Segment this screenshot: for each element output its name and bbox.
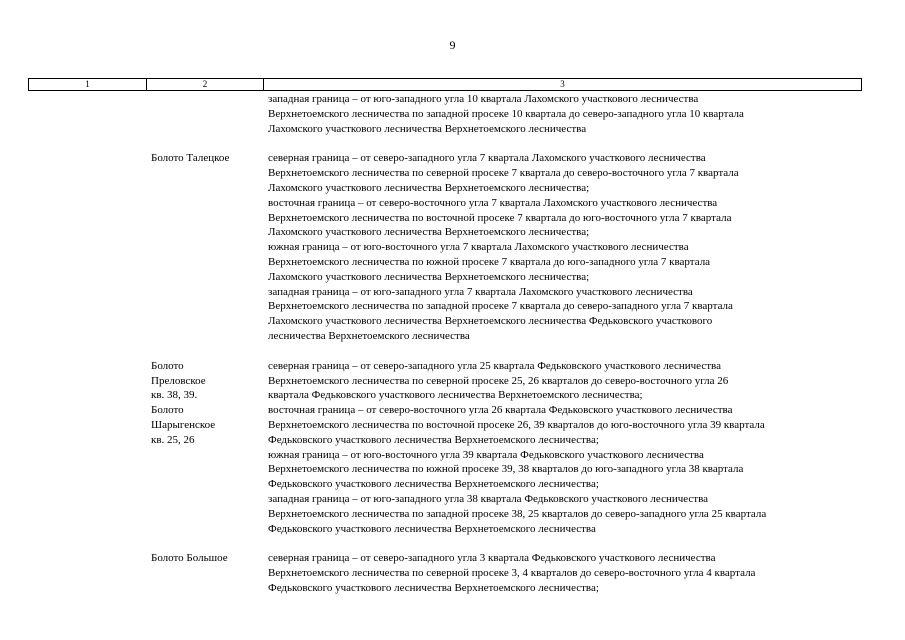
object-name-line: Болото bbox=[151, 404, 184, 417]
description-line: Верхнетоемского лесничества по северной просеке 25, 26 кварталов до северо-восточного угла 26 bbox=[268, 374, 729, 387]
object-name bbox=[151, 551, 261, 566]
description-line: Федьковского участкового лесничества Верхнетоемского лесничества; bbox=[268, 478, 599, 491]
description-line: Верхнетоемского лесничества по западной просеке 7 квартала до северо-западного угла 7 квартала bbox=[268, 300, 733, 313]
description-line: Верхнетоемского лесничества по северной просеке 7 квартала до северо-восточного угла 7 квартала bbox=[268, 167, 739, 180]
boundary-description bbox=[268, 92, 868, 136]
column-header-3: 3 bbox=[264, 79, 862, 91]
description-line: восточная граница – от северо-восточного угла 7 квартала Лахомского участкового лесничества bbox=[268, 196, 718, 209]
table-header bbox=[28, 78, 862, 91]
boundary-entry bbox=[0, 92, 905, 136]
description-line: Верхнетоемского лесничества по южной просеке 39, 38 кварталов до юго-западного угла 38 квартала bbox=[268, 463, 744, 476]
description-line: Лахомского участкового лесничества Верхнетоемского лесничества; bbox=[268, 181, 590, 194]
document-body bbox=[0, 92, 905, 596]
object-name-line: Шарыгенское bbox=[151, 418, 216, 431]
description-line: западная граница – от юго-западного угла 7 квартала Лахомского участкового лесничества bbox=[268, 285, 693, 298]
boundary-entry bbox=[0, 359, 905, 537]
description-line: Лахомского участкового лесничества Верхнетоемского лесничества bbox=[268, 122, 587, 135]
object-name-line: Преловское bbox=[151, 374, 206, 387]
page-number: 9 bbox=[449, 38, 456, 52]
description-line: Лахомского участкового лесничества Верхнетоемского лесничества Федьковского участкового bbox=[268, 315, 713, 328]
description-line: Верхнетоемского лесничества по западной просеке 38, 25 кварталов до северо-западного угла 25 квартала bbox=[268, 507, 767, 520]
description-line: северная граница – от северо-западного угла 3 квартала Федьковского участкового лесничества bbox=[268, 552, 716, 565]
object-name-line: Болото Большое bbox=[151, 552, 228, 565]
description-line: Лахомского участкового лесничества Верхнетоемского лесничества; bbox=[268, 270, 590, 283]
description-line: западная граница – от юго-западного угла 10 квартала Лахомского участкового лесничества bbox=[268, 93, 699, 105]
description-line: южная граница – от юго-восточного угла 39 квартала Федьковского участкового лесничества bbox=[268, 448, 704, 461]
object-name bbox=[151, 359, 261, 448]
description-line: северная граница – от северо-западного угла 7 квартала Лахомского участкового лесничества bbox=[268, 152, 706, 165]
object-name-line: Болото Талецкое bbox=[151, 152, 230, 165]
description-line: северная граница – от северо-западного угла 25 квартала Федьковского участкового лесничества bbox=[268, 359, 721, 372]
boundary-entry bbox=[0, 551, 905, 595]
object-name-line: Болото bbox=[151, 359, 184, 372]
boundary-description bbox=[268, 551, 868, 595]
description-line: южная граница – от юго-восточного угла 7 квартала Лахомского участкового лесничества bbox=[268, 241, 689, 254]
description-line: Федьковского участкового лесничества Верхнетоемского лесничества bbox=[268, 522, 596, 535]
description-line: Верхнетоемского лесничества по восточной просеке 26, 39 кварталов до юго-восточного угла 39 квартала bbox=[268, 418, 765, 431]
object-name-line: кв. 25, 26 bbox=[151, 433, 195, 446]
description-line: Верхнетоемского лесничества по восточной просеке 7 квартала до юго-восточного угла 7 квартала bbox=[268, 211, 732, 224]
description-line: Федьковского участкового лесничества Верхнетоемского лесничества; bbox=[268, 581, 599, 594]
column-header-2: 2 bbox=[147, 79, 264, 91]
description-line: Федьковского участкового лесничества Верхнетоемского лесничества; bbox=[268, 433, 599, 446]
description-line: западная граница – от юго-западного угла 38 квартала Федьковского участкового лесничества bbox=[268, 492, 709, 505]
description-line: Верхнетоемского лесничества по западной просеке 10 квартала до северо-западного угла 10 квартала bbox=[268, 107, 744, 120]
boundary-description bbox=[268, 359, 868, 537]
object-name-line: кв. 38, 39. bbox=[151, 389, 198, 402]
description-line: квартала Федьковского участкового лесничества Верхнетоемского лесничества; bbox=[268, 389, 643, 402]
description-line: Верхнетоемского лесничества по южной просеке 7 квартала до юго-западного угла 7 квартала bbox=[268, 255, 711, 268]
description-line: лесничества Верхнетоемского лесничества bbox=[268, 329, 470, 342]
column-header-1: 1 bbox=[29, 79, 147, 91]
boundary-description bbox=[268, 151, 868, 343]
description-line: восточная граница – от северо-восточного угла 26 квартала Федьковского участкового лесничества bbox=[268, 404, 733, 417]
description-line: Лахомского участкового лесничества Верхнетоемского лесничества; bbox=[268, 226, 590, 239]
description-line: Верхнетоемского лесничества по северной просеке 3, 4 кварталов до северо-восточного угла 4 квартала bbox=[268, 567, 756, 580]
object-name bbox=[151, 151, 261, 166]
boundary-entry bbox=[0, 151, 905, 343]
